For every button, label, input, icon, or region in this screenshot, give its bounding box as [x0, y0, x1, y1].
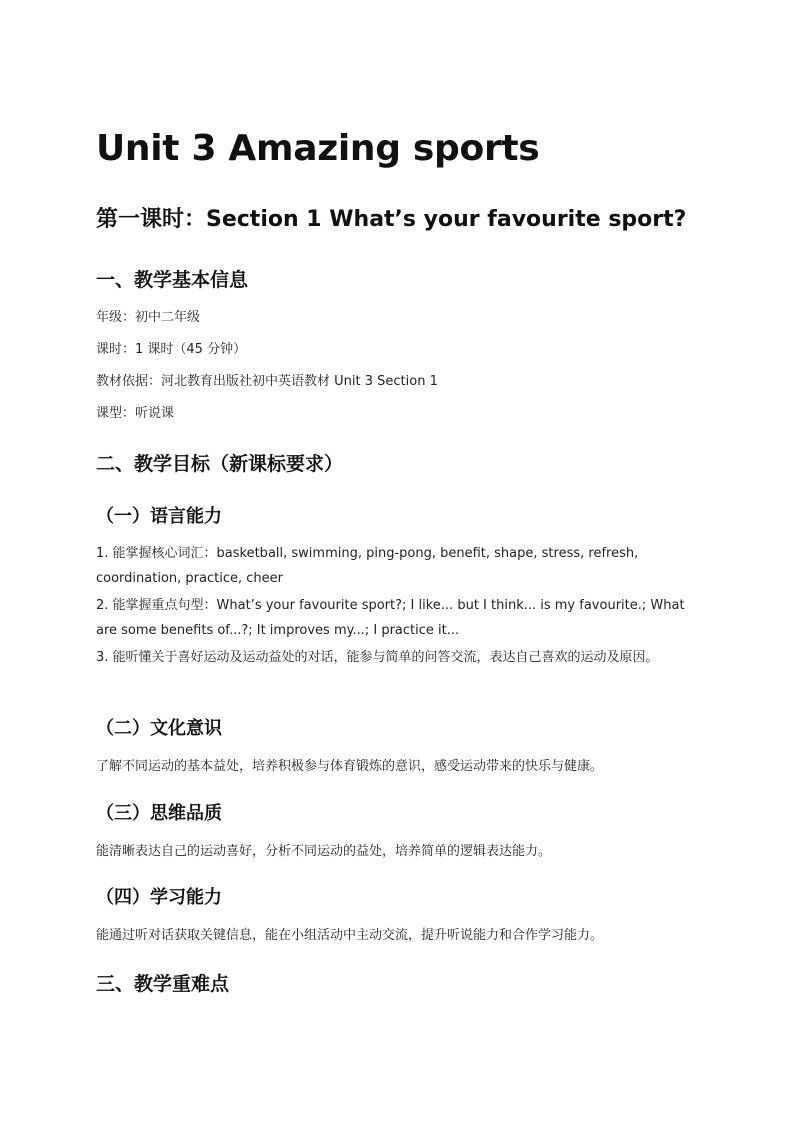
- objective-item-3: 3. 能听懂关于喜好运动及运动益处的对话，能参与简单的问答交流，表达自己喜欢的运动及原因。: [96, 650, 659, 665]
- learning-ability-text: 能通过听对话获取关键信息，能在小组活动中主动交流，提升听说能力和合作学习能力。: [96, 928, 604, 943]
- thinking-quality-text: 能清晰表达自己的运动喜好，分析不同运动的益处，培养简单的逻辑表达能力。: [96, 844, 552, 859]
- subheading-cultural-awareness: （二）文化意识: [96, 718, 222, 739]
- section-heading-key-points: 三、教学重难点: [96, 973, 230, 995]
- subheading-language-ability: （一）语言能力: [96, 506, 222, 527]
- period-line: 课时：1 课时（45 分钟）: [96, 342, 247, 357]
- document-title: Unit 3 Amazing sports: [96, 128, 540, 169]
- lesson-type-line: 课型：听说课: [96, 406, 175, 421]
- objective-item-2: 2. 能掌握重点句型：What’s your favourite sport?; I like... but I think... is my favourite.; What are some benefits of...?; It improves my...; I practice it...: [96, 598, 685, 638]
- subheading-learning-ability: （四）学习能力: [96, 887, 222, 908]
- grade-line: 年级：初中二年级: [96, 310, 201, 325]
- objective-item-1: 1. 能掌握核心词汇：basketball, swimming, ping-pong, benefit, shape, stress, refresh, coordination, practice, cheer: [96, 546, 639, 586]
- cultural-awareness-text: 了解不同运动的基本益处，培养积极参与体育锻炼的意识，感受运动带来的快乐与健康。: [96, 759, 604, 774]
- section-heading-objectives: 二、教学目标（新课标要求）: [96, 453, 344, 475]
- textbook-line: 教材依据：河北教育出版社初中英语教材 Unit 3 Section 1: [96, 374, 438, 389]
- subheading-thinking-quality: （三）思维品质: [96, 803, 222, 824]
- section-heading-basic-info: 一、教学基本信息: [96, 269, 249, 291]
- lesson-title: 第一课时：Section 1 What’s your favourite sport?: [96, 207, 687, 232]
